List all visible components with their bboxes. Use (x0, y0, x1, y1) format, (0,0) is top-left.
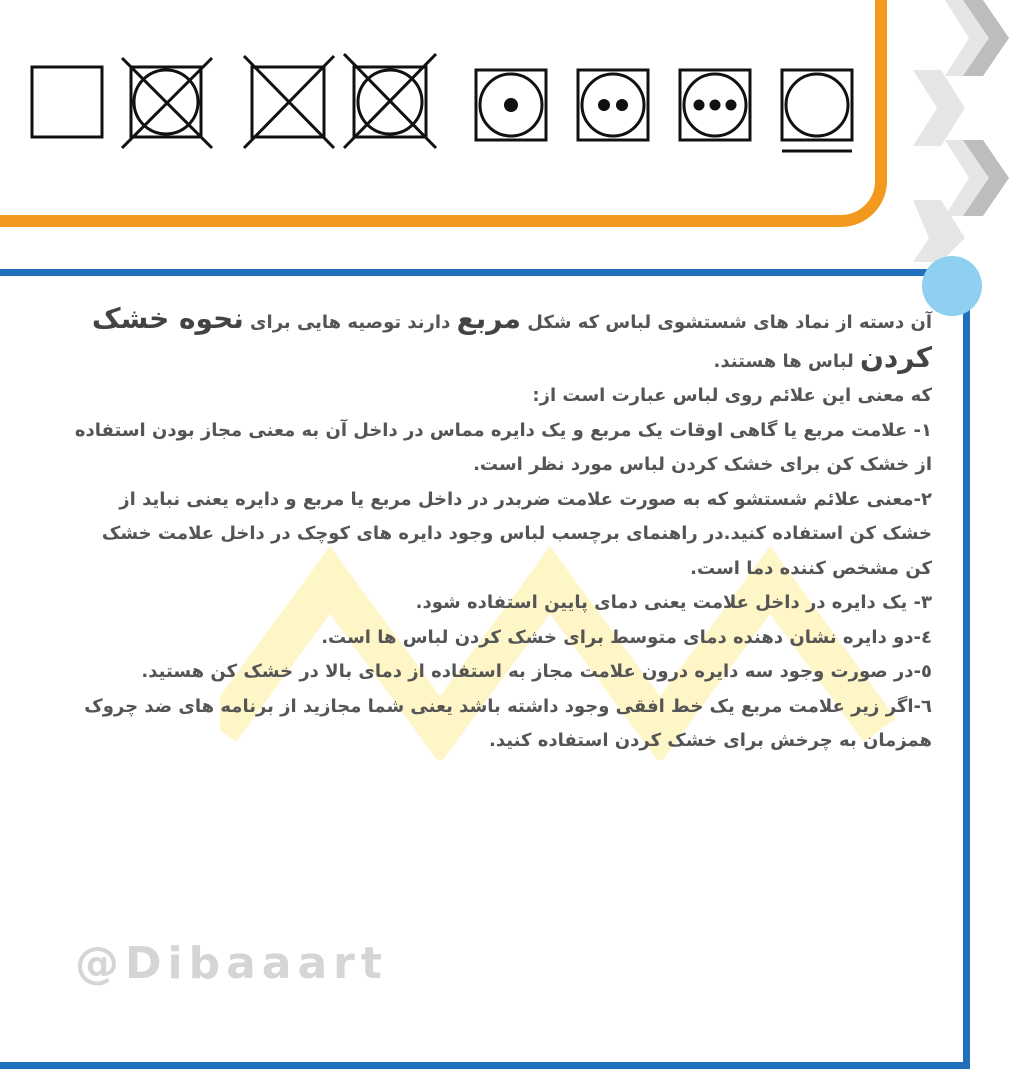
do-not-dry-square-crossed-icon (244, 56, 334, 148)
tumble-dry-underline-icon (782, 70, 852, 151)
list-item: ۱- علامت مربع یا گاهی اوقات یک مربع و یک دایره مماس در داخل آن به معنی مجاز بودن استفاده از خشک کن برای خشک کردن لباس مورد نظر است. (74, 419, 932, 475)
meaning-line: که معنی این علائم روی لباس عبارت است از: (532, 385, 932, 406)
intro-paragraph: آن دسته از نماد های شستشوی لباس که شکل مربع دارند توصیه هایی برای نحوه خشک کردن لباس ها هستند. (91, 302, 932, 374)
list-item: ٥-در صورت وجود سه دایره درون علامت مجاز به استفاده از دمای بالا در خشک کن هستید. (141, 661, 932, 682)
description-text (70, 302, 932, 759)
list-item: ۲-معنی علائم شستشو که به صورت علامت ضربدر در داخل مربع یا مربع و دایره یعنی نباید از خشک کن استفاده کنید.در راهنمای برچسب لباس وجود دایره های کوچک در داخل علامت خشک کن مشخص کننده دما است. (101, 488, 932, 579)
highlight-square: مربع (456, 302, 521, 335)
do-not-tumble-dry-circle-crossed-icon (122, 58, 212, 148)
drying-symbols-row (0, 0, 900, 200)
brand-handle: @Dibaaart (75, 938, 388, 989)
tumble-dry-two-dots-icon (578, 70, 648, 140)
tumble-dry-square-icon (32, 67, 102, 137)
list-item: ٦-اگر زیر علامت مربع یک خط افقی وجود داشته باشد یعنی شما مجازید از برنامه های ضد چروک همزمان به چرخش برای خشک کردن استفاده کنید. (84, 695, 932, 751)
list-item: ۳- یک دایره در داخل علامت یعنی دمای پایین استفاده شود. (415, 592, 932, 613)
highlight-drying: نحوه خشک کردن (91, 302, 932, 374)
do-not-tumble-dry-circle-crossed-icon (344, 54, 436, 148)
chevron-pattern-icon (905, 0, 1024, 262)
list-item: ٤-دو دایره نشان دهنده دمای متوسط برای خشک کردن لباس ها است. (321, 626, 932, 648)
